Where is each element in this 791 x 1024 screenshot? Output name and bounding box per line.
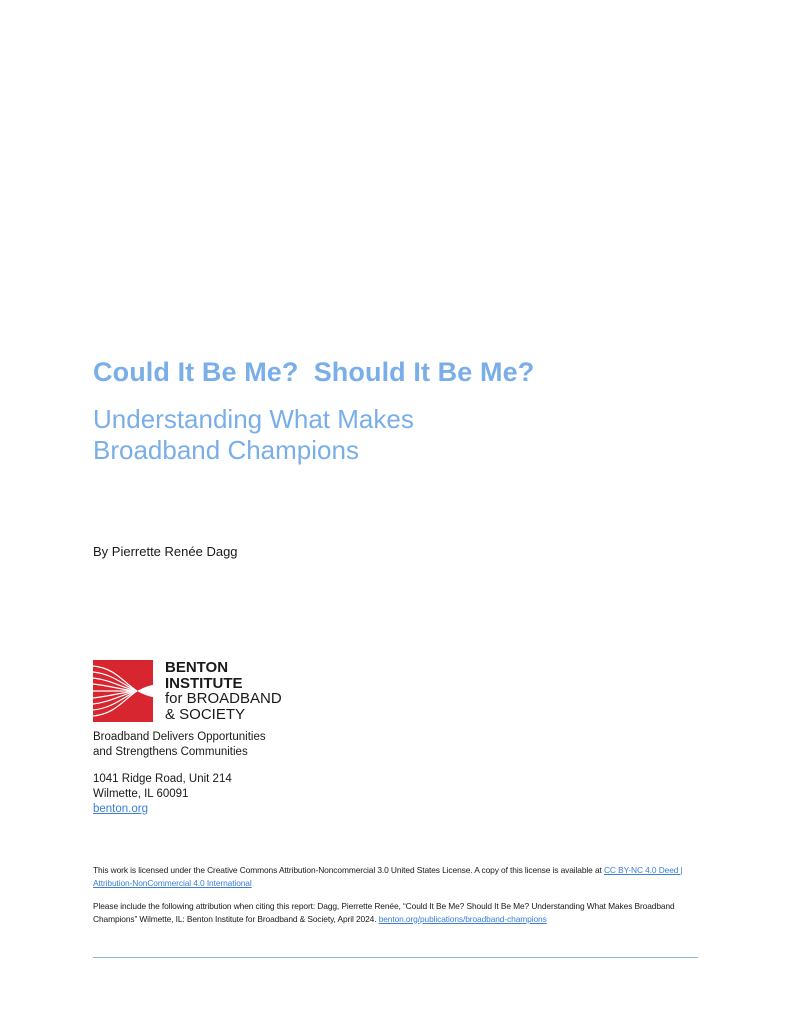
report-subtitle (93, 404, 414, 466)
logo-line-2: INSTITUTE (165, 674, 243, 692)
subtitle-line-1: Understanding What Makes (93, 404, 414, 434)
license-text: This work is licensed under the Creative Commons Attribution-Noncommercial 3.0 United States License. A copy of this license is available at (93, 865, 604, 875)
address-street: 1041 Ridge Road, Unit 214 (93, 773, 232, 785)
logo-wordmark (165, 660, 282, 722)
author-byline: By Pierrette Renée Dagg (93, 544, 238, 559)
logo-line-1: BENTON (165, 659, 229, 676)
institute-tagline (93, 730, 266, 760)
benton-logo-mark-icon (93, 660, 153, 722)
publication-link[interactable]: benton.org/publications/broadband-champions (378, 913, 547, 924)
license-link[interactable]: CC BY-NC 4.0 Deed | Attribution-NonCommercial 4.0 International (93, 865, 683, 888)
tagline-line-1: Broadband Delivers Opportunities (93, 731, 266, 743)
attribution-text: Please include the following attribution when citing this report: Dagg, Pierrette Renée, “Could It Be Me? Should It Be Me? Understanding What Makes Broadband Champions” Wilmette, IL: Benton Institute for Broadband & Society, April 2024. (93, 901, 675, 924)
attribution-notice (93, 900, 701, 925)
address-city: Wilmette, IL 60091 (93, 788, 189, 800)
report-title: Could It Be Me? Should It Be Me? (93, 357, 535, 387)
mailing-address (93, 772, 232, 817)
footer-divider (93, 957, 698, 958)
tagline-line-2: and Strengthens Communities (93, 746, 248, 758)
subtitle-line-2: Broadband Champions (93, 435, 359, 465)
logo-line-3: for BROADBAND (165, 690, 282, 707)
benton-institute-logo (93, 660, 303, 722)
license-notice (93, 864, 701, 889)
logo-line-4: & SOCIETY (165, 705, 246, 723)
website-link[interactable]: benton.org (93, 803, 148, 815)
